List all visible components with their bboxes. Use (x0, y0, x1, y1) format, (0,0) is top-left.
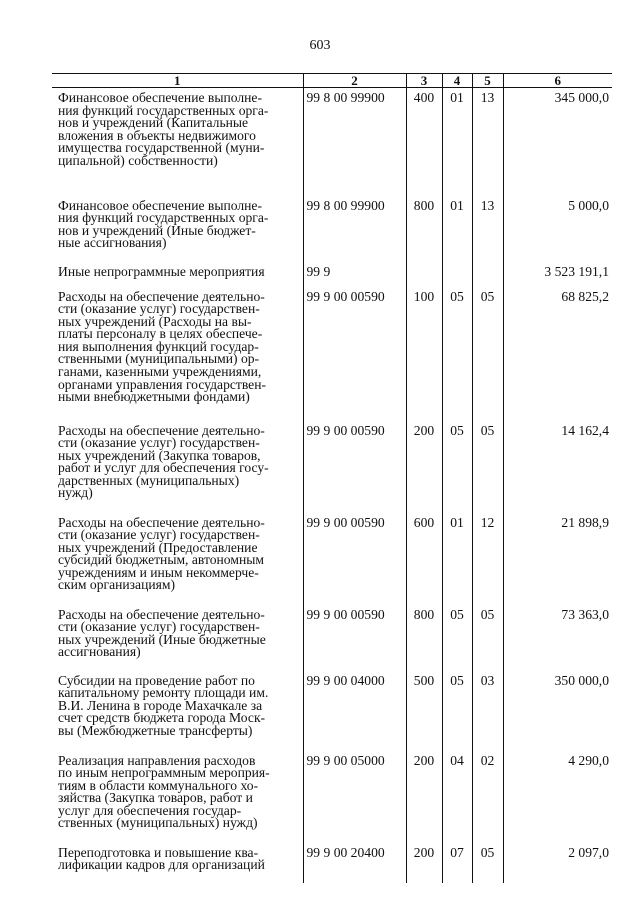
expense-type-code (406, 262, 442, 287)
subsection-code: 05 (472, 287, 503, 421)
section-code: 05 (442, 287, 472, 421)
expense-type-code: 100 (406, 287, 442, 421)
description-line: нужд) (58, 485, 93, 501)
description-line: услуг для обеспечения государ- (58, 802, 242, 818)
budget-table (52, 73, 612, 883)
subsection-code: 13 (472, 88, 503, 196)
description-line: учреждениям и иным некоммерче- (58, 564, 259, 580)
table-row (52, 513, 612, 605)
table-row (52, 843, 612, 883)
budget-classification-code: 99 9 (303, 262, 406, 287)
column-header: 2 (303, 74, 406, 88)
header-row (52, 74, 612, 88)
description-line: В.И. Ленина в городе Махачкале за (58, 697, 263, 713)
expense-description (52, 605, 303, 671)
expense-description (52, 513, 303, 605)
section-code: 05 (442, 421, 472, 513)
amount-value: 345 000,0 (503, 88, 612, 196)
description-line: ским организациям) (58, 577, 176, 593)
expense-description (52, 421, 303, 513)
expense-description (52, 88, 303, 196)
description-line: ния функций государственных орга- (58, 102, 269, 118)
description-line: ных учреждений (Закупка товаров, (58, 447, 261, 463)
column-header: 3 (406, 74, 442, 88)
description-line: Переподготовка и повышение ква- (58, 844, 259, 860)
description-line: зяйства (Закупка товаров, работ и (58, 790, 253, 806)
budget-classification-code: 99 9 00 00590 (303, 421, 406, 513)
description-line: Расходы на обеспечение деятельно- (58, 288, 265, 304)
budget-classification-code: 99 9 00 00590 (303, 605, 406, 671)
description-line: ные ассигнования) (58, 235, 167, 251)
description-line: Расходы на обеспечение деятельно- (58, 514, 265, 530)
subsection-code: 05 (472, 605, 503, 671)
description-line: работ и услуг для обеспечения госу- (58, 460, 269, 476)
description-line: ственными (муниципальными) ор- (58, 351, 260, 367)
section-code: 05 (442, 605, 472, 671)
description-line: Реализация направления расходов (58, 752, 256, 768)
amount-value: 5 000,0 (503, 196, 612, 262)
description-line: ния выполнения функций государ- (58, 338, 259, 354)
expense-description (52, 751, 303, 843)
table-row (52, 88, 612, 196)
expense-type-code: 800 (406, 196, 442, 262)
column-header: 1 (52, 74, 303, 88)
budget-classification-code: 99 8 00 99900 (303, 88, 406, 196)
amount-value: 3 523 191,1 (503, 262, 612, 287)
description-line: платы персоналу в целях обеспече- (58, 326, 263, 342)
description-line: ния функций государственных орга- (58, 210, 269, 226)
description-line: Субсидии на проведение работ по (58, 672, 255, 688)
table-body (52, 88, 612, 883)
budget-classification-code: 99 9 00 00590 (303, 287, 406, 421)
description-line: ципальной) собственности) (58, 152, 218, 168)
budget-classification-code: 99 9 00 00590 (303, 513, 406, 605)
page-number: 603 (309, 38, 331, 53)
description-line: сти (оказание услуг) государствен- (58, 435, 260, 451)
description-line: лификации кадров для организаций (58, 857, 265, 873)
description-line: Расходы на обеспечение деятельно- (58, 422, 265, 438)
description-line: ных учреждений (Иные бюджетные (58, 631, 266, 647)
expense-description (52, 843, 303, 883)
section-code: 01 (442, 88, 472, 196)
description-line: тиям в области коммунального хо- (58, 777, 259, 793)
description-line: Расходы на обеспечение деятельно- (58, 606, 265, 622)
subsection-code: 13 (472, 196, 503, 262)
subsection-code (472, 262, 503, 287)
subsection-code: 03 (472, 671, 503, 751)
table-row (52, 262, 612, 287)
amount-value: 21 898,9 (503, 513, 612, 605)
expense-type-code: 800 (406, 605, 442, 671)
description-line: сти (оказание услуг) государствен- (58, 301, 260, 317)
section-code: 01 (442, 196, 472, 262)
description-line: сти (оказание услуг) государствен- (58, 619, 260, 635)
description-line: субсидий бюджетным, автономным (58, 552, 264, 568)
description-line: счет средств бюджета города Моск- (58, 710, 266, 726)
budget-classification-code: 99 8 00 99900 (303, 196, 406, 262)
amount-value: 350 000,0 (503, 671, 612, 751)
description-line: ных учреждений (Предоставление (58, 539, 258, 555)
description-line: Финансовое обеспечение выполне- (58, 90, 262, 105)
description-line: нов и учреждений (Капитальные (58, 115, 249, 131)
table-row (52, 421, 612, 513)
amount-value: 4 290,0 (503, 751, 612, 843)
description-line: ственных (муниципальных) нужд) (58, 815, 258, 831)
description-line: ганами, казенными учреждениями, (58, 364, 262, 380)
section-code: 05 (442, 671, 472, 751)
table-row (52, 196, 612, 262)
description-line: нов и учреждений (Иные бюджет- (58, 222, 256, 238)
description-line: вложения в объекты недвижимого (58, 127, 256, 143)
description-line: ассигнования) (58, 644, 141, 660)
amount-value: 68 825,2 (503, 287, 612, 421)
amount-value: 2 097,0 (503, 843, 612, 883)
subsection-code: 12 (472, 513, 503, 605)
expense-type-code: 200 (406, 843, 442, 883)
section-code: 07 (442, 843, 472, 883)
description-line: ными внебюджетными фондами) (58, 389, 250, 405)
description-line: по иным непрограммным мероприя- (58, 765, 270, 781)
description-line: имущества государственной (муни- (58, 140, 265, 156)
column-header: 5 (472, 74, 503, 88)
table-row (52, 671, 612, 751)
subsection-code: 02 (472, 751, 503, 843)
section-code (442, 262, 472, 287)
description-line: капитальному ремонту площади им. (58, 685, 269, 701)
table-row (52, 605, 612, 671)
expense-type-code: 600 (406, 513, 442, 605)
description-line: Иные непрограммные мероприятия (58, 263, 265, 279)
description-line: сти (оказание услуг) государствен- (58, 527, 260, 543)
expense-description (52, 287, 303, 421)
description-line: органами управления государствен- (58, 376, 267, 392)
amount-value: 73 363,0 (503, 605, 612, 671)
description-line: Финансовое обеспечение выполне- (58, 197, 262, 213)
expense-type-code: 200 (406, 421, 442, 513)
subsection-code: 05 (472, 843, 503, 883)
table-row (52, 751, 612, 843)
amount-value: 14 162,4 (503, 421, 612, 513)
expense-type-code: 200 (406, 751, 442, 843)
column-header: 4 (442, 74, 472, 88)
section-code: 04 (442, 751, 472, 843)
budget-classification-code: 99 9 00 05000 (303, 751, 406, 843)
expense-description (52, 196, 303, 262)
column-header: 6 (503, 74, 612, 88)
budget-classification-code: 99 9 00 04000 (303, 671, 406, 751)
expense-type-code: 500 (406, 671, 442, 751)
description-line: ных учреждений (Расходы на вы- (58, 313, 252, 329)
budget-classification-code: 99 9 00 20400 (303, 843, 406, 883)
section-code: 01 (442, 513, 472, 605)
description-line: вы (Межбюджетные трансферты) (58, 722, 253, 738)
description-line: дарственных (муниципальных) (58, 472, 240, 488)
expense-description (52, 671, 303, 751)
subsection-code: 05 (472, 421, 503, 513)
expense-type-code: 400 (406, 88, 442, 196)
expense-description (52, 262, 303, 287)
table-row (52, 287, 612, 421)
